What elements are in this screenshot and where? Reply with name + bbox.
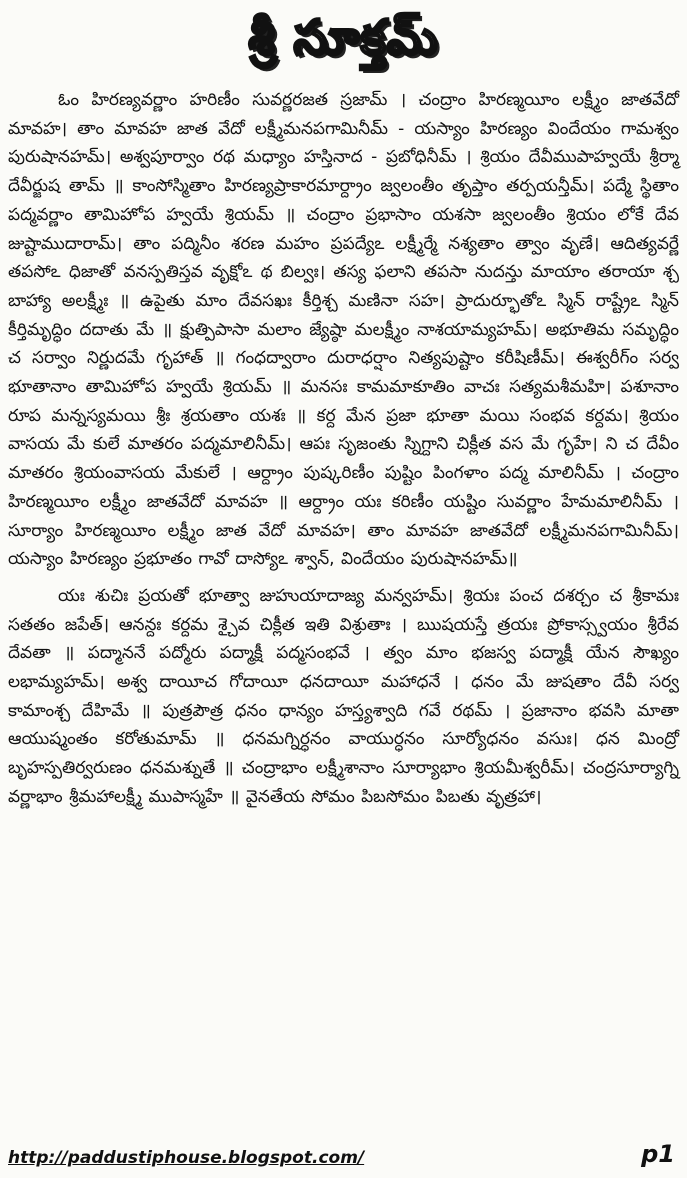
body-text (8, 86, 679, 812)
page-title: శ్రీ సూక్తమ్ (248, 10, 439, 66)
blog-url-link[interactable]: http://paddustiphouse.blogspot.com/ (8, 1148, 365, 1168)
paragraph-2: యః శుచిః ప్రయతో భూత్వా జుహుయాదాజ్య మన్వహమ్। శ్రియః పంచ దశర్చం చ శ్రీకామః సతతం జపేత్। ఆనన్దః కర్దమ శ్చైవ చిక్లీత ఇతి విశ్రుతాః । ఋషయస్తే త్రయః ప్రోకాస్స్వయం శ్రీరేవ దేవతా ॥ పద్మాననే పద్మోరు పద్మాక్షీ పద్మసంభవే । త్వం మాం భజస్వ పద్మాక్షీ యేన సౌఖ్యం లభామ్యహమ్। అశ్వ దాయీచ గోదాయీ ధనదాయీ మహాధనే । ధనం మే జుషతాం దేవీ సర్వ కామాంశ్చ దేహిమే ॥ పుత్రపౌత్ర ధనం ధాన్యం హస్త్యశ్వాది గవే రథమ్ । ప్రజానాం భవసి మాతా ఆయుష్మంతం కరోతుమామ్ ॥ ధనమగ్నిర్ధనం వాయుర్ధనం సూర్యోధనం వసుః। ధన మింద్రో బృహస్పతిర్వరుణం ధనమశ్నుతే ॥ చంద్రాభాం లక్ష్మీశానాం సూర్యాభాం శ్రియమీశ్వరీమ్। చంద్రసూర్యాగ్ని వర్ణాభాం శ్రీమహాలక్ష్మీ ముపాస్మహే ॥ వైనతేయ సోమం పిబసోమం పిబతు వృత్రహా। (8, 585, 679, 807)
page-number: p1 (641, 1140, 675, 1168)
paragraph-1: ఓం హిరణ్యవర్ణాం హరిణీం సువర్ణరజత స్రజామ్ । చంద్రాం హిరణ్మయీం లక్ష్మీం జాతవేదో మావహ। తాం మావహ జాత వేదో లక్ష్మీమనపగామినీమ్ - యస్యాం హిరణ్యం విందేయం గామశ్వం పురుషానహమ్। అశ్వపూర్వాం రథ మధ్యాం హస్తినాద - ప్రబోధినీమ్ । శ్రియం దేవీముపాహ్వయే శ్రీర్మా దేవీర్జుష తామ్ ॥ కాంసోస్మితాం హిరణ్యప్రాకారమార్ద్రాం జ్వలంతీం తృప్తాం తర్పయన్తీమ్। పద్మే స్థితాం పద్మవర్ణాం తామిహోప హ్వయే శ్రియమ్ ॥ చంద్రాం ప్రభాసాం యశసా జ్వలంతీం శ్రియం లోకే దేవ జుష్టాముదారామ్। తాం పద్మినీం శరణ మహం ప్రపద్యేఽ లక్ష్మీర్మే నశ్యతాం త్వాం వృణే। ఆదిత్యవర్ణే తపసోఽ ధిజాతో వనస్పతిస్తవ వృక్షోఽ థ బిల్వః। తస్య ఫలాని తపసా నుదన్తు మాయాం తరాయా శ్చ బాహ్యా అలక్ష్మీః ॥ ఉపైతు మాం దేవసఖః కీర్తిశ్చ మణినా సహ। ప్రాదుర్భూతోఽ స్మిన్ రాష్ట్రేఽ స్మిన్ కీర్తిమృద్ధిం దదాతు మే ॥ క్షుత్పిపాసా మలాం జ్యేష్ఠా మలక్ష్మీం నాశయామ్యహమ్। అభూతిమ సమృద్ధిం చ సర్వాం నిర్ణుదమే గృహాత్ ॥ గంధద్వారాం దురాధర్షాం నిత్యపుష్టాం కరీషిణీమ్। ఈశ్వరీగ్ం సర్వ భూతానాం తామిహోప హ్వయే శ్రియమ్ ॥ మనసః కామమాకూతిం వాచః సత్యమశీమహి। పశూనాం రూప మన్నస్యమయి శ్రీః శ్రయతాం యశః ॥ కర్ద మేన ప్రజా భూతా మయి సంభవ కర్దమ। శ్రియం వాసయ మే కులే మాతరం పద్మమాలినీమ్। ఆపః సృజంతు స్నిగ్దాని చిక్లీత వస మే గృహే। ని చ దేవీం మాతరం శ్రియంవాసయ మేకులే । ఆర్ద్రాం పుష్కరిణీం పుష్టిం పింగళాం పద్మ మాలినీమ్ । చంద్రాం హిరణ్మయీం లక్ష్మీం జాతవేదో మావహ ॥ ఆర్ద్రాం యః కరిణీం యష్టిం సువర్ణాం హేమమాలినీమ్ । సూర్యాం హిరణ్మయీం లక్ష్మీం జాత వేదో మావహ। తాం మావహ జాతవేదో లక్ష్మీమనపగామినీమ్। యస్యాం హిరణ్యం ప్రభూతం గావో దాస్యోఽ శ్వాన్, విందేయం పురుషానహమ్॥ (8, 90, 679, 570)
